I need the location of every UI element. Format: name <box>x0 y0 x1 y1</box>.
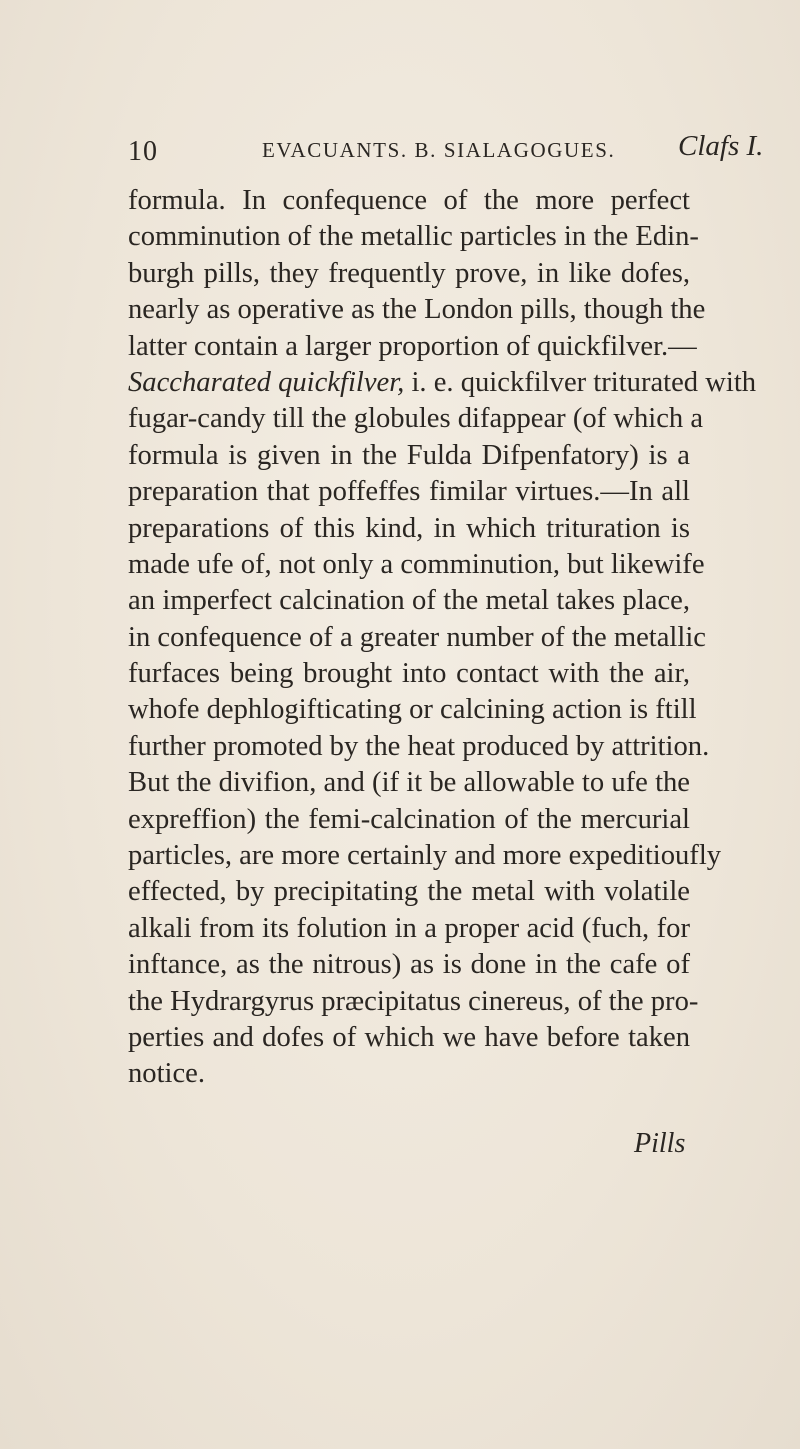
text-line: nearly as operative as the London pills, though the <box>128 294 706 326</box>
italic-term: Saccharated quickfilver, <box>128 366 405 398</box>
text-line: effected, by precipitating the metal with volatile <box>128 876 690 908</box>
text-line-rest: i. e. quickfilver triturated with <box>411 366 757 398</box>
text-line: preparations of this kind, in which trituration is <box>128 512 690 544</box>
text-line: made ufe of, not only a comminution, but likewife <box>128 548 705 580</box>
text-line: fugar-candy till the globules difappear (of which a <box>128 403 704 435</box>
text-line: the Hydrargyrus præcipitatus cinereus, of the pro- <box>128 985 699 1017</box>
text-line: in confequence of a greater number of the metallic <box>128 621 706 653</box>
text-line: an imperfect calcination of the metal takes place, <box>128 585 690 617</box>
text-line: burgh pills, they frequently prove, in like dofes, <box>128 257 690 289</box>
text-line: comminution of the metallic particles in the Edin- <box>128 221 699 253</box>
running-title: EVACUANTS. B. SIALAGOGUES. <box>262 138 616 162</box>
text-line: preparation that poffeffes fimilar virtues.—In all <box>128 476 690 508</box>
text-line: latter contain a larger proportion of quickfilver.— <box>128 330 697 362</box>
text-line: perties and dofes of which we have before taken <box>128 1021 690 1053</box>
text-line: inftance, as the nitrous) as is done in the cafe of <box>128 949 690 981</box>
text-line: formula. In confequence of the more perfect <box>128 185 690 216</box>
text-line: notice. <box>128 1058 206 1090</box>
text-line: particles, are more certainly and more expeditioufly <box>128 840 722 872</box>
text-line: whofe dephlogifticating or calcining action is ftill <box>128 694 697 726</box>
page-number: 10 <box>128 136 158 167</box>
text-line <box>128 365 757 401</box>
catchword: Pills <box>634 1128 686 1159</box>
running-head <box>0 130 800 176</box>
text-line: furfaces being brought into contact with the air, <box>128 658 690 690</box>
text-line: further promoted by the heat produced by attrition. <box>128 730 710 762</box>
text-line: alkali from its folution in a proper acid (fuch, for <box>128 912 690 944</box>
body-paragraph <box>128 183 757 1093</box>
text-line: formula is given in the Fulda Difpenfatory) is a <box>128 439 690 471</box>
text-line: But the divifion, and (if it be allowable to ufe the <box>128 767 690 799</box>
class-mark: Clafs I. <box>678 130 764 162</box>
text-line: expreffion) the femi-calcination of the mercurial <box>128 803 690 835</box>
